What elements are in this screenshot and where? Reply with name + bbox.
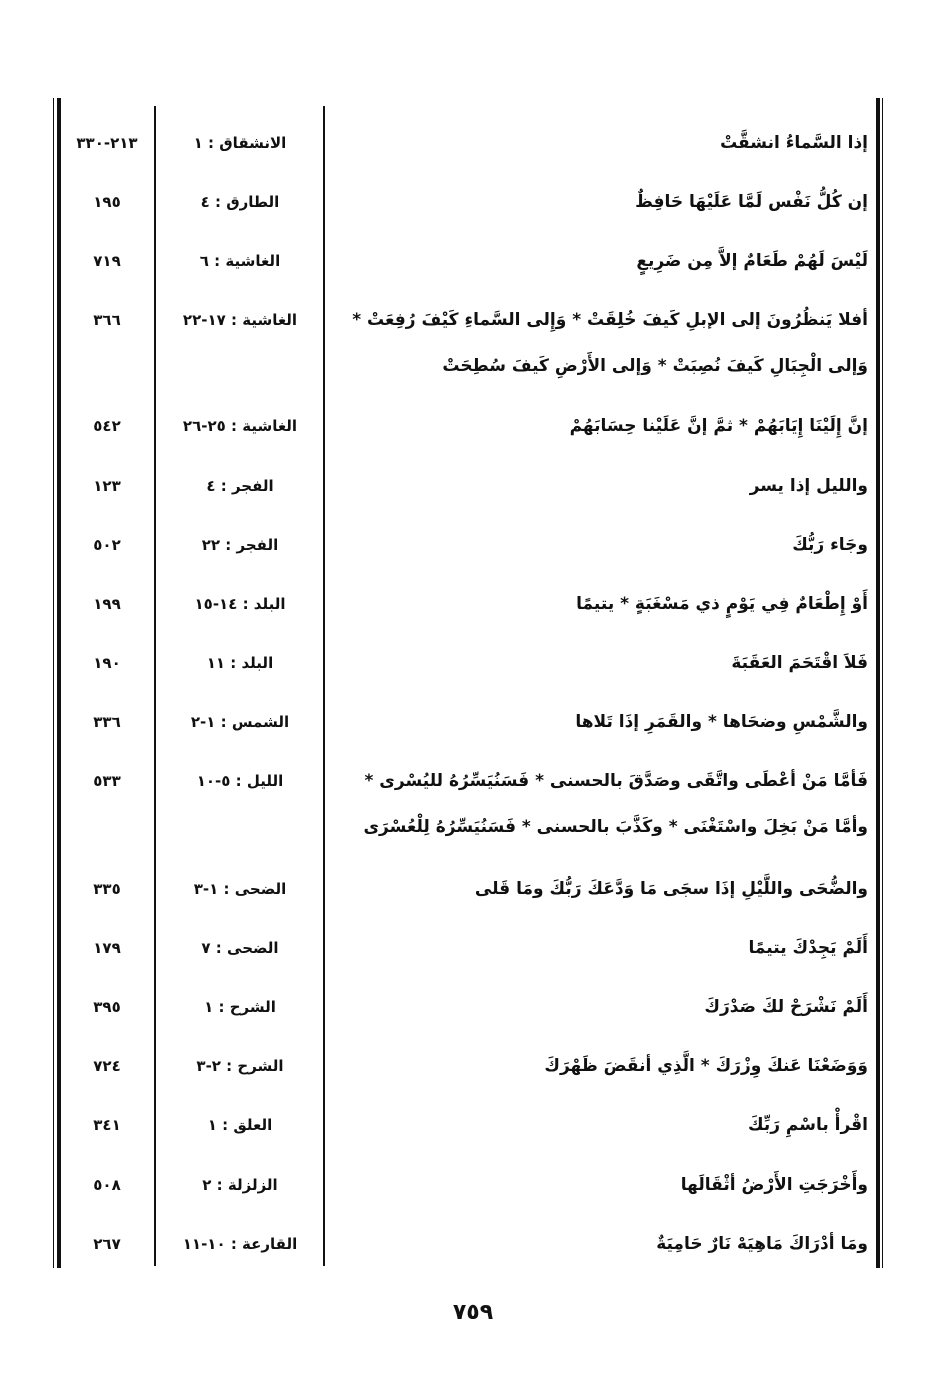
verse-text: وأَخْرَجَتِ الأَرْضُ أثْقَالَها: [680, 1175, 868, 1195]
page-reference: ٥٠٨: [93, 1176, 121, 1194]
page-reference: ١٩٥: [93, 193, 121, 211]
surah-reference: الليل : ٥-١٠: [196, 772, 284, 790]
page-reference: ٣٣٦: [93, 713, 121, 731]
surah-reference: القارعة : ١٠-١١: [182, 1235, 298, 1253]
index-entry: [60, 1221, 872, 1267]
surah-reference: الشرح : ١: [204, 998, 276, 1016]
surah-reference: الشمس : ١-٢: [190, 713, 290, 731]
page-reference: ٢٦٧: [93, 1235, 121, 1253]
surah-reference: الغاشية : ٦: [199, 252, 281, 270]
surah-reference: الفجر : ٢٢: [201, 536, 279, 554]
verse-text: أَوْ إِطْعَامٌ فِي يَوْمٍ ذي مَسْغَبَةٍ * يتيمًا: [576, 594, 868, 614]
index-entry: [60, 403, 872, 449]
verse-text: والضُّحَى واللَّيْلِ إذَا سجَى مَا وَدَّعَكَ رَبُّكَ ومَا قَلى: [474, 879, 868, 899]
verse-text: اقْرأْ باسْمِ رَبِّكَ: [747, 1115, 868, 1135]
verse-text: لَيْسَ لَهُمْ طَعَامٌ إلاَّ مِن ضَرِيعٍ: [636, 251, 868, 271]
verse-text: وَوَضَعْنَا عَنكَ وِزْرَكَ * الَّذِي أنقَضَ ظَهْرَكَ: [544, 1056, 868, 1076]
surah-reference: الشرح : ٢-٣: [196, 1057, 284, 1075]
surah-reference: البلد : ١١: [206, 654, 274, 672]
page-reference: ٥٠٢: [93, 536, 121, 554]
index-entry: [60, 984, 872, 1030]
page-reference: ٧١٩: [93, 252, 121, 270]
index-entry: [60, 925, 872, 971]
page-reference: ١٧٩: [93, 939, 121, 957]
page-reference: ٥٤٢: [93, 417, 121, 435]
surah-reference: الغاشية : ٢٥-٢٦: [182, 417, 298, 435]
page-reference: ٣٦٦: [93, 311, 121, 329]
verse-text: إنَّ إِلَيْنَا إِيَابَهُمْ * ثمَّ إنَّ عَلَيْنا حِسَابَهُمْ: [569, 416, 868, 436]
page-reference: ٣٤١: [93, 1116, 121, 1134]
frame-rule-right-thin: [882, 98, 883, 1268]
index-entry: [60, 120, 872, 166]
surah-reference: العلق : ١: [207, 1116, 273, 1134]
index-entry: [60, 699, 872, 745]
verse-text: إن كُلُّ نَفْس لَمَّا عَلَيْهَا حَافِظٌ: [635, 192, 868, 212]
frame-rule-right: [876, 98, 880, 1268]
surah-reference: الفجر : ٤: [206, 477, 274, 495]
surah-reference: الانشقاق : ١: [193, 134, 287, 152]
surah-reference: البلد : ١٤-١٥: [194, 595, 286, 613]
page-reference: ٧٢٤: [93, 1057, 121, 1075]
page-reference: ١٢٣: [93, 477, 121, 495]
verse-text: أفلا يَنظُرُونَ إلى الإبلِ كَيفَ خُلِقَتْ * وَإِلى السَّماءِ كَيْفَ رُفِعَتْ * وَإلى الْجِبَالِ كَيفَ نُصِبَتْ * وَإلى الأَرْضِ كَيفَ سُطِحَتْ: [352, 310, 868, 376]
page-reference: ٢١٣-٣٣٠: [76, 134, 138, 152]
index-entry: [60, 1162, 872, 1208]
verse-text: إذا السَّماءُ انشقَّتْ: [720, 133, 868, 153]
verse-text: فَلاَ اقْتَحَمَ العَقَبَةَ: [731, 653, 868, 673]
verse-text: والشَّمْسِ وضحَاها * والقَمَرِ إذَا تَلاها: [575, 712, 868, 732]
index-entry: [60, 758, 872, 850]
surah-reference: الطارق : ٤: [200, 193, 280, 211]
surah-reference: الضحى : ١-٣: [193, 880, 287, 898]
verse-text: وجَاء رَبُّكَ: [792, 535, 868, 555]
verse-text: أَلَمْ نَشْرَحْ لكَ صَدْرَكَ: [704, 997, 868, 1017]
index-entry: [60, 581, 872, 627]
verse-text: والليل إذا يسر: [749, 476, 868, 496]
index-entry: [60, 238, 872, 284]
index-entry: [60, 297, 872, 389]
page-number: ٧٥٩: [452, 1300, 494, 1325]
surah-reference: الغاشية : ١٧-٢٢: [182, 311, 298, 329]
index-entry: [60, 1102, 872, 1148]
frame-rule-left-thin: [53, 98, 54, 1268]
page-reference: ٥٣٣: [93, 772, 121, 790]
index-entry: [60, 866, 872, 912]
index-entry: [60, 179, 872, 225]
page-reference: ٣٣٥: [93, 880, 121, 898]
verse-text: فَأمَّا مَنْ أعْطَى واتَّقَى وصَدَّقَ بالحسنى * فَسَنُيَسِّرُهُ لليُسْرى * وأمَّا مَنْ بَخِلَ واسْتَغْنَى * وكَذَّبَ بالحسنى * فَسَنُيَسِّرُهُ لِلْعُسْرَى: [363, 771, 868, 837]
surah-reference: الضحى : ٧: [201, 939, 279, 957]
page-reference: ١٩٩: [93, 595, 121, 613]
index-entry: [60, 463, 872, 509]
page-reference: ١٩٠: [93, 654, 121, 672]
verse-text: ومَا أدْرَاكَ مَاهِيَهْ نَارٌ حَامِيَةٌ: [656, 1234, 868, 1254]
index-entry: [60, 1043, 872, 1089]
index-entry: [60, 640, 872, 686]
index-entry: [60, 522, 872, 568]
page-reference: ٣٩٥: [93, 998, 121, 1016]
surah-reference: الزلزلة : ٢: [202, 1176, 278, 1194]
verse-text: أَلَمْ يَجِدْكَ يتيمًا: [748, 938, 868, 958]
